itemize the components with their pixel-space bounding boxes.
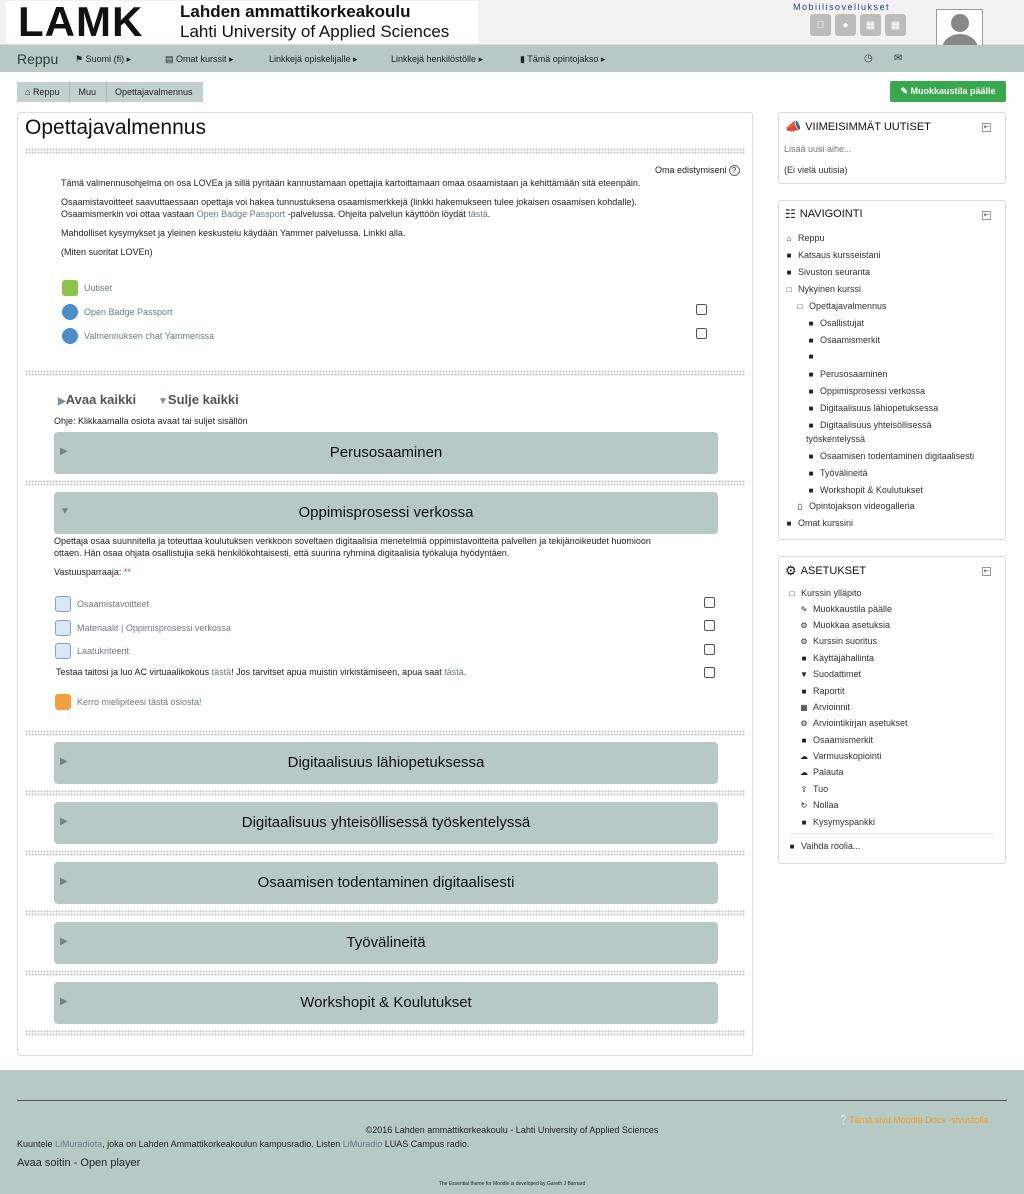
section-header[interactable] xyxy=(54,922,718,964)
nav-current-course[interactable]: □ Nykyinen kurssi xyxy=(784,284,861,294)
windows-icon[interactable]: ▦ xyxy=(860,14,881,36)
settings-edit-settings[interactable]: ⚙ Muokkaa asetuksia xyxy=(800,620,891,630)
folder-icon: ■ xyxy=(801,817,807,827)
open-all-button[interactable]: ▶Avaa kaikki xyxy=(58,392,137,407)
divider xyxy=(25,730,745,736)
divider xyxy=(25,790,745,796)
completion-checkbox[interactable] xyxy=(704,667,715,678)
resource-quality-label: Laatukriteerit xyxy=(77,646,130,656)
settings-edit-mode[interactable]: ✎ Muokkaustila päälle xyxy=(800,604,893,614)
breadcrumb-course[interactable]: Opettajavalmennus xyxy=(114,87,193,97)
cloud-upload-icon: ☁ xyxy=(800,751,808,761)
folder-icon: ■ xyxy=(808,468,814,478)
android-icon[interactable]: ● xyxy=(835,14,856,36)
section-header[interactable] xyxy=(54,492,718,534)
document-icon xyxy=(55,620,71,636)
open-badge-link[interactable]: Open Badge Passport xyxy=(196,209,286,219)
my-progress: Oma edistymiseni ? xyxy=(655,165,740,176)
activity-news-label: Uutiset xyxy=(84,283,113,293)
folder-icon: ■ xyxy=(808,451,814,461)
nav-video-gallery[interactable]: ▯ Opintojakson videogalleria xyxy=(795,501,915,511)
mail-icon[interactable]: ✉ xyxy=(894,53,903,64)
gear-icon: ⚙ xyxy=(800,620,808,630)
nav-section-6[interactable]: ■ Työvälineitä xyxy=(806,468,868,478)
nav-participants[interactable]: ■ Osallistujat xyxy=(806,318,864,328)
menu-my-courses[interactable]: ▤ Omat kurssit ▸ xyxy=(165,54,234,64)
section-title: Digitaalisuus yhteisöllisessä työskentelyssä xyxy=(241,814,531,831)
intro-text-4: Mahdolliset kysymykset ja yleinen keskustelu käydään Yammer palvelussa. Linkki alla. xyxy=(61,228,406,238)
feedback-label: Kerro mielipiteesi tästä osiosta! xyxy=(77,697,202,707)
section-description: ottaen. Hän osaa ohjata osallistujia sekä henkilökohtaisesti, että suurina ryhminä digitaalisia työkaluja hyödyntäen. xyxy=(54,548,510,558)
nav-badges[interactable]: ■ Osaamismerkit xyxy=(806,335,880,345)
resource-quality[interactable] xyxy=(55,643,129,659)
feedback-activity[interactable] xyxy=(55,694,202,710)
settings-restore[interactable]: ☁ Palauta xyxy=(800,767,844,777)
navbar-brand[interactable]: Reppu xyxy=(17,51,59,67)
section-title: Osaamisen todentaminen digitaalisesti xyxy=(257,874,515,891)
site-logo[interactable] xyxy=(6,1,478,43)
apple-icon[interactable] xyxy=(810,14,831,36)
settings-reports[interactable]: ■ Raportit xyxy=(799,686,845,696)
gears-icon: ⚙ xyxy=(785,563,797,578)
folder-icon: ■ xyxy=(808,335,814,345)
divider xyxy=(25,850,745,856)
intro-text-3: Osaamismerkin voi ottaa vastaan Open Badge Passport -palvelussa. Ohjeita palvelun käyttöön löydät tästä. xyxy=(61,209,491,219)
gear-icon: ⚙ xyxy=(800,636,808,646)
clock-icon[interactable]: ◷ xyxy=(864,53,873,64)
menu-staff-links[interactable]: Linkkejä henkilöstölle ▸ xyxy=(391,54,484,64)
edit-mode-button[interactable]: ✎ Muokkaustila päälle xyxy=(890,81,1006,102)
help-icon[interactable]: ? xyxy=(729,165,740,176)
divider xyxy=(25,910,745,916)
expand-arrow-icon: ▶ xyxy=(60,816,68,827)
folder-open-icon: □ xyxy=(797,301,803,311)
activity-open-badge[interactable] xyxy=(62,304,173,320)
settings-question-bank[interactable]: ■ Kysymyspankki xyxy=(799,817,875,827)
expand-arrow-icon: ▶ xyxy=(60,756,68,767)
settings-switch-role[interactable]: ■ Vaihda roolia... xyxy=(787,841,860,851)
nav-my-courses-overview[interactable]: ■ Katsaus kursseistani xyxy=(784,250,881,260)
limuradio-link-2[interactable]: LiMuradio xyxy=(342,1139,383,1149)
nav-site-tracking[interactable]: ■ Sivuston seuranta xyxy=(784,267,870,277)
breadcrumb-muu[interactable]: Muu xyxy=(70,82,107,102)
nav-section-2[interactable]: ■ Oppimisprosessi verkossa xyxy=(806,386,925,396)
divider xyxy=(25,148,745,154)
folder-icon: ■ xyxy=(808,485,814,495)
nav-section-4[interactable]: ■ Digitaalisuus yhteisöllisessä xyxy=(806,420,932,430)
mobile-apps-label: Mobiilisovellukset xyxy=(793,2,891,12)
navigation-block xyxy=(778,200,1006,540)
section-title: Workshopit & Koulutukset xyxy=(300,994,472,1011)
section-header[interactable] xyxy=(54,862,718,904)
breadcrumb xyxy=(17,82,203,102)
divider xyxy=(25,1030,745,1036)
settings-gradebook[interactable]: ⚙ Arviointikirjan asetukset xyxy=(800,718,908,728)
moodle-docs-label: Tämä sivu Moodle Docs -sivustolla xyxy=(849,1115,989,1125)
nav-section-3[interactable]: ■ Digitaalisuus lähiopetuksessa xyxy=(806,403,938,413)
url-icon xyxy=(62,304,78,320)
nav-section-5[interactable]: ■ Osaamisen todentaminen digitaalisesti xyxy=(806,451,974,461)
section-header[interactable] xyxy=(54,742,718,784)
expand-arrow-icon: ▶ xyxy=(60,446,68,457)
folder-icon: ■ xyxy=(808,369,814,379)
open-player-link[interactable]: Avaa soitin - Open player xyxy=(17,1157,141,1169)
test-skills-text: Testaa taitosi ja luo AC virtuaalikokous tästä! Jos tarvitset apua muistin virkistämiseen, apua saat tästä. xyxy=(56,667,467,677)
intro-text-2: Osaamistavoitteet saavuttaessaan opettaja voi hakea tunnustuksena osaamismerkkejä (linkki hakemukseen tulee jokaisen osaamisen kohdalle). xyxy=(61,197,637,207)
menu-staff-links-label: Linkkejä henkilöstölle xyxy=(391,54,477,64)
section-title: Digitaalisuus lähiopetuksessa xyxy=(287,754,485,771)
folder-icon: ■ xyxy=(808,386,814,396)
settings-grades[interactable]: ▦ Arvioinnit xyxy=(800,702,851,712)
limuradio-link[interactable]: LiMuradiota xyxy=(55,1139,103,1149)
gear-icon: ⚙ xyxy=(800,718,808,728)
footer-divider xyxy=(17,1100,1007,1101)
sitemap-icon: ☷ xyxy=(785,207,796,221)
expand-arrow-icon: ▶ xyxy=(60,936,68,947)
resource-objectives[interactable] xyxy=(55,596,149,612)
close-all-button[interactable]: ▼Sulje kaikki xyxy=(158,392,239,407)
section-description: Opettaja osaa suunnitella ja toteuttaa koulutuksen verkkoon soveltaen digitaalisia menetelmiä oppimistavoitteita palvellen ja tekijänoikeudet huomioon xyxy=(54,536,651,546)
folder-icon: ■ xyxy=(801,686,807,696)
folder-icon: ■ xyxy=(789,841,795,851)
activity-yammer[interactable] xyxy=(62,328,214,344)
menu-language[interactable]: ⚑ Suomi (fi) ▸ xyxy=(75,54,132,64)
settings-badges[interactable]: ■ Osaamismerkit xyxy=(799,735,873,745)
section-header[interactable] xyxy=(54,802,718,844)
folder-open-icon: □ xyxy=(786,284,792,294)
theme-credit: The Essential theme for Moodle is developed by Gareth J Barnard xyxy=(438,1181,586,1187)
megaphone-icon: 📣 xyxy=(785,119,802,134)
edit-mode-label: Muokkaustila päälle xyxy=(910,86,996,96)
collapse-arrow-icon: ▼ xyxy=(60,506,70,517)
completion-checkbox[interactable] xyxy=(704,644,715,655)
divider xyxy=(25,370,745,376)
menu-my-courses-label: Omat kurssit xyxy=(176,54,227,64)
settings-import[interactable]: ⇧ Tuo xyxy=(800,784,829,794)
upload-icon: ⇧ xyxy=(800,784,808,794)
nav-general[interactable] xyxy=(806,352,820,361)
news-block xyxy=(778,112,1006,184)
resource-materials[interactable] xyxy=(55,620,231,636)
folder-icon: ■ xyxy=(808,403,814,413)
toggle-help-text: Ohje: Klikkaamalla osiota avaat tai suljet sisällön xyxy=(54,416,248,426)
expand-arrow-icon: ▶ xyxy=(60,996,68,1007)
table-icon: ▦ xyxy=(800,702,808,712)
settings-users[interactable]: ■ Käyttäjähallinta xyxy=(799,653,874,663)
settings-block xyxy=(778,556,1006,864)
menu-student-links[interactable]: Linkkejä opiskelijalle ▸ xyxy=(269,54,358,64)
divider xyxy=(25,480,745,486)
logo-lamk: LAMK xyxy=(18,0,144,45)
refresh-icon: ↻ xyxy=(800,800,808,810)
settings-completion[interactable]: ⚙ Kurssin suoritus xyxy=(800,636,878,646)
completion-checkbox[interactable] xyxy=(696,328,707,339)
folder-icon: ■ xyxy=(786,250,792,260)
navbar xyxy=(0,45,1024,72)
forum-icon xyxy=(62,280,78,296)
completion-checkbox[interactable] xyxy=(704,620,715,631)
folder-icon: ■ xyxy=(786,518,792,528)
filter-icon: ▼ xyxy=(800,669,808,679)
close-all-label: Sulje kaikki xyxy=(167,392,239,407)
breadcrumb-home[interactable]: ⌂ Reppu xyxy=(17,82,70,102)
intro-text-1: Tämä valmennusohjelma on osa LOVEa ja sillä pyritään kannustamaan opettajia kartoittamaan omaa osaamistaan ja kehittämään sitä eteenpäin. xyxy=(61,178,641,188)
menu-this-course[interactable]: ▮ Tämä opintojakso ▸ xyxy=(520,54,606,64)
responsible-person: Vastuusparraaja: ** xyxy=(54,567,131,577)
page-title: Opettajavalmennus xyxy=(25,116,206,139)
help-icon: ❔ xyxy=(838,1115,850,1125)
nav-my-courses[interactable]: ■ Omat kurssini xyxy=(784,518,853,528)
pencil-icon: ✎ xyxy=(800,604,808,614)
megaphone-icon xyxy=(55,694,71,710)
cloud-download-icon: ☁ xyxy=(800,767,808,777)
collapse-block-icon[interactable]: ⇤ xyxy=(983,124,990,131)
nav-section-4-cont[interactable]: työskentelyssä xyxy=(806,434,866,444)
school-name-en: Lahti University of Applied Sciences xyxy=(180,22,450,41)
document-icon xyxy=(55,643,71,659)
settings-course-admin[interactable]: □ Kurssin ylläpito xyxy=(787,588,862,598)
folder-icon: ■ xyxy=(801,653,807,663)
nav-section-7[interactable]: ■ Workshopit & Koulutukset xyxy=(806,485,923,495)
site-header xyxy=(0,0,1024,45)
news-block-title: 📣 VIIMEISIMMÄT UUTISET xyxy=(785,119,931,134)
instructions-link[interactable]: tästä xyxy=(468,209,488,219)
section-header[interactable] xyxy=(54,982,718,1024)
settings-backup[interactable]: ☁ Varmuuskopiointi xyxy=(800,751,882,761)
document-icon xyxy=(55,596,71,612)
ac-link[interactable]: tästä xyxy=(211,667,232,677)
home-icon: ⌂ xyxy=(786,233,792,243)
school-name-fi: Lahden ammattikorkeakoulu xyxy=(180,2,411,21)
divider xyxy=(25,970,745,976)
folder-open-icon: □ xyxy=(789,588,795,598)
resource-materials-label: Materiaalit | Oppimisprosessi verkossa xyxy=(77,623,231,633)
menu-language-label: Suomi (fi) xyxy=(85,54,125,64)
folder-icon: ■ xyxy=(808,352,814,361)
activity-yammer-label: Valmennuksen chat Yammerissa xyxy=(84,331,215,341)
menu-this-course-label: Tämä opintojakso xyxy=(527,54,599,64)
section-title: Työvälineitä xyxy=(346,934,426,951)
copyright: ©2016 Lahden ammattikorkeakoulu - Lahti University of Applied Sciences xyxy=(365,1125,659,1135)
navigation-block-title: ☷ NAVIGOINTI xyxy=(785,207,863,221)
windows-phone-icon[interactable]: ▦ xyxy=(885,14,906,36)
activity-open-badge-label: Open Badge Passport xyxy=(84,307,173,317)
radio-text: Kuuntele LiMuradiota, joka on Lahden Ammattikorkeakoulun kampusradio. Listen LiMuradio LUAS Campus radio. xyxy=(17,1139,470,1149)
settings-block-title: ⚙ ASETUKSET xyxy=(785,563,867,578)
section-title: Oppimisprosessi verkossa xyxy=(298,504,474,521)
settings-reset[interactable]: ↻ Nollaa xyxy=(800,800,839,810)
menu-student-links-label: Linkkejä opiskelijalle xyxy=(269,54,351,64)
nav-home[interactable]: ⌂ Reppu xyxy=(784,233,825,243)
nav-course[interactable]: □ Opettajavalmennus xyxy=(795,301,887,311)
folder-icon: ■ xyxy=(808,318,814,328)
completion-checkbox[interactable] xyxy=(696,304,707,315)
nav-section-1[interactable]: ■ Perusosaaminen xyxy=(806,369,888,379)
page-icon: ▯ xyxy=(797,501,803,511)
intro-text-5: (Miten suoritat LOVEn) xyxy=(61,247,153,257)
section-header[interactable] xyxy=(54,432,718,474)
section-title: Perusosaaminen xyxy=(329,444,443,461)
folder-icon: ■ xyxy=(801,735,807,745)
collapse-block-icon[interactable]: ⇤ xyxy=(983,212,990,219)
folder-icon: ■ xyxy=(808,420,814,430)
folder-icon: ■ xyxy=(786,267,792,277)
collapse-block-icon[interactable]: ⇤ xyxy=(983,568,990,575)
help-link[interactable]: tästä xyxy=(444,667,464,677)
completion-checkbox[interactable] xyxy=(704,597,715,608)
activity-news[interactable] xyxy=(62,280,112,296)
open-all-label: Avaa kaikki xyxy=(65,392,137,407)
expand-arrow-icon: ▶ xyxy=(60,876,68,887)
settings-filters[interactable]: ▼ Suodattimet xyxy=(800,669,862,679)
url-icon xyxy=(62,328,78,344)
no-news-text: (Ei vielä uutisia) xyxy=(784,165,848,175)
add-topic-link[interactable]: Lisää uusi aihe... xyxy=(784,144,852,154)
resource-objectives-label: Osaamistavoitteet xyxy=(77,599,150,609)
